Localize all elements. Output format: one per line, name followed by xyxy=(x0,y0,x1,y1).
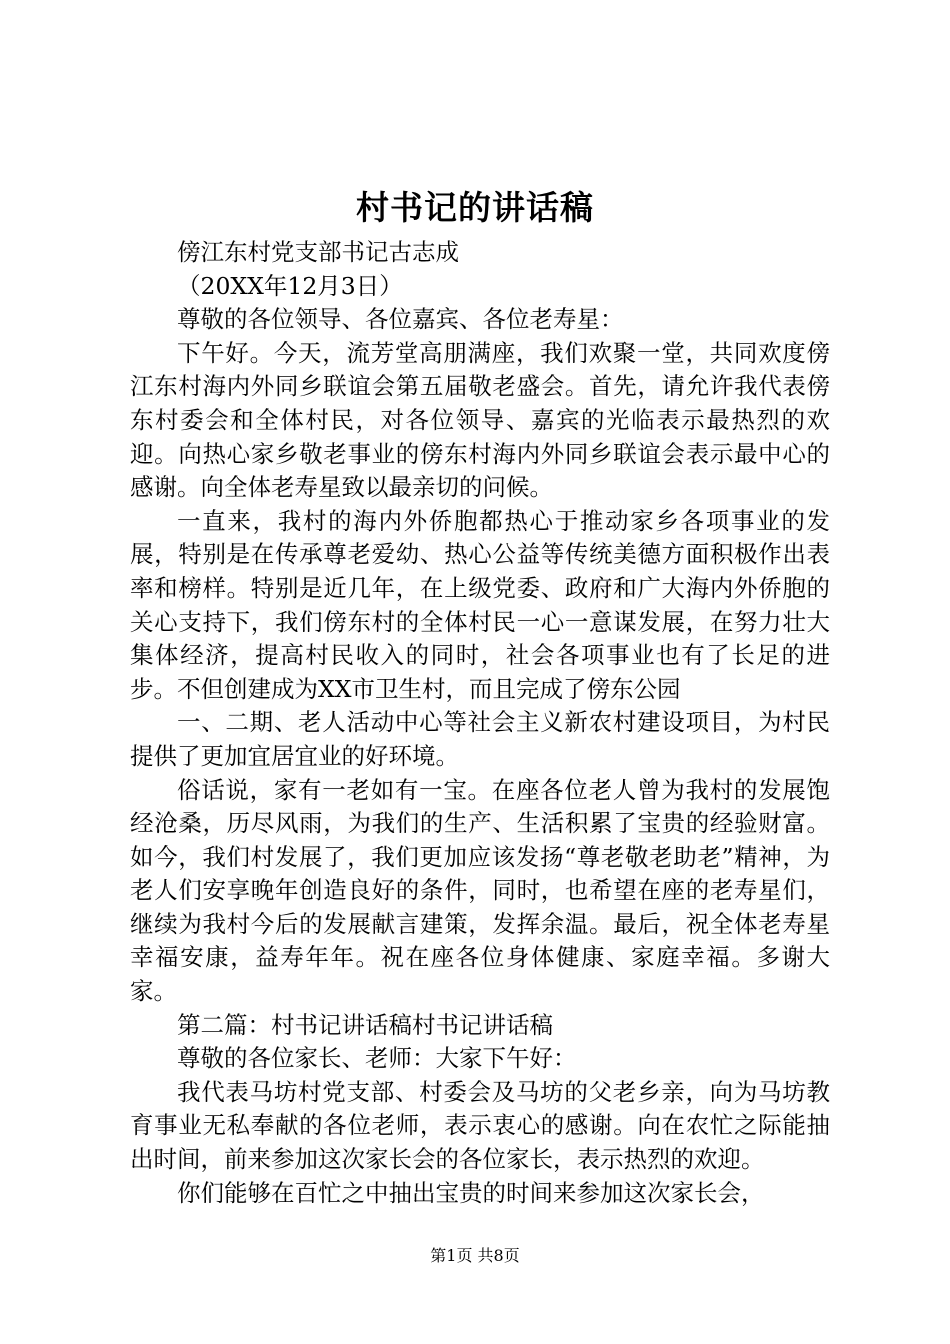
page-number-footer: 第1页 共8页 xyxy=(430,1246,520,1265)
salutation: 尊敬的各位领导、各位嘉宾、各位老寿星： xyxy=(177,305,624,334)
paragraph: 下午好。今天，流芳堂高朋满座，我们欢聚一堂，共同欢度傍江东村海内外同乡联谊会第五届敬老盛会。首先，请允许我代表傍东村委会和全体村民，对各位领导、嘉宾的光临表示最热烈的欢迎。向热心家乡敬老事业的傍东村海内外同乡联谊会表示最中心的感谢。向全体老寿星致以最亲切的问候。 xyxy=(130,338,830,502)
paragraph: 一、二期、老人活动中心等社会主义新农村建设项目，为村民提供了更加宜居宜业的好环境。 xyxy=(130,708,830,770)
paragraph: 一直来，我村的海内外侨胞都热心于推动家乡各项事业的发展，特别是在传承尊老爱幼、热心公益等传统美德方面积极作出表率和榜样。特别是近几年，在上级党委、政府和广大海内外侨胞的关心支持下，我们傍东村的全体村民一心一意谋发展，在努力壮大集体经济，提高村民收入的同时，社会各项事业也有了长足的进步。不但创建成为XX市卫生村，而且完成了傍东公园 xyxy=(130,506,830,703)
document-body xyxy=(130,236,830,1210)
author-line: 傍江东村党支部书记古志成 xyxy=(177,238,459,266)
document-title: 村书记的讲话稿 xyxy=(356,188,594,227)
paragraph: 我代表马坊村党支部、村委会及马坊的父老乡亲，向为马坊教育事业无私奉献的各位老师，表示衷心的感谢。向在农忙之际能抽出时间，前来参加这次家长会的各位家长，表示热烈的欢迎。 xyxy=(130,1077,830,1174)
section-heading: 第二篇：村书记讲话稿村书记讲话稿 xyxy=(177,1010,553,1039)
salutation: 尊敬的各位家长、老师：大家下午好： xyxy=(177,1044,577,1073)
date-line: （20XX年12月3日） xyxy=(177,271,403,300)
paragraph: 你们能够在百忙之中抽出宝贵的时间来参加这次家长会， xyxy=(177,1178,765,1207)
paragraph: 俗话说，家有一老如有一宝。在座各位老人曾为我村的发展饱经沧桑，历尽风雨，为我们的生产、生活积累了宝贵的经验财富。如今，我们村发展了，我们更加应该发扬“尊老敬老助老”精神，为老人们安享晚年创造良好的条件，同时，也希望在座的老寿星们，继续为我村今后的发展献言建策，发挥余温。最后，祝全体老寿星幸福安康，益寿年年。祝在座各位身体健康、家庭幸福。多谢大家。 xyxy=(130,775,830,1006)
